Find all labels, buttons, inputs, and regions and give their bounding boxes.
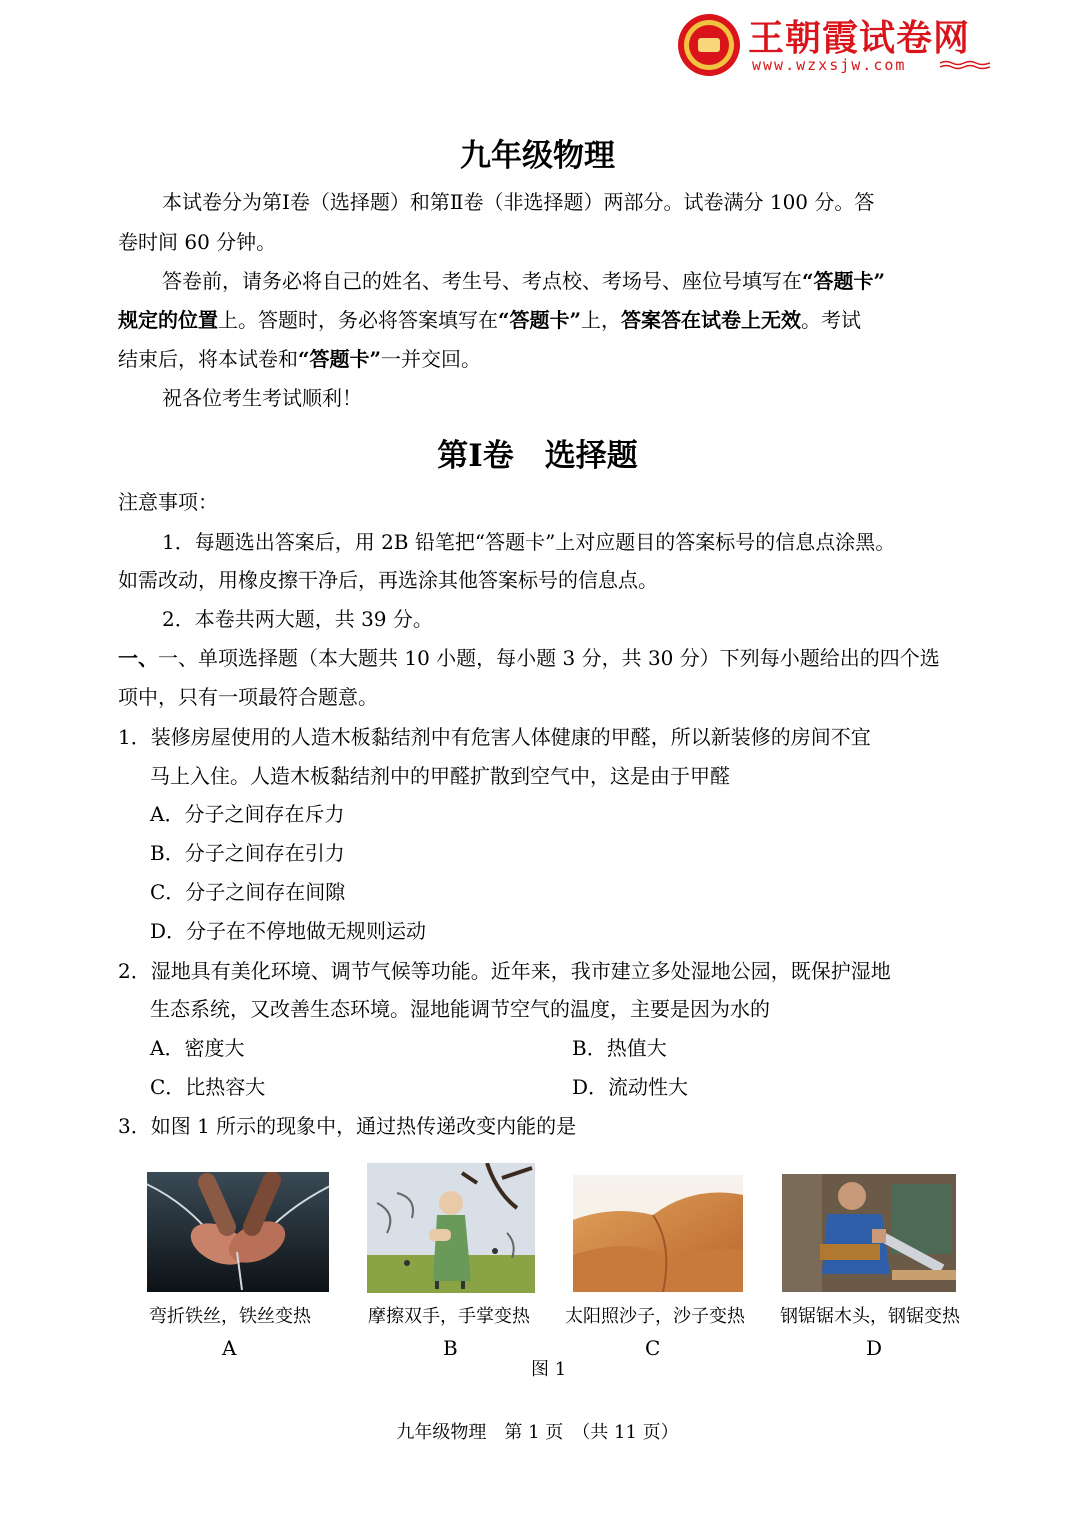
part1-heading-line1 — [118, 645, 940, 671]
intro-text: 答卷前，请务必将自己的姓名、考生号、考点校、考场号、座位号填写在 — [162, 269, 802, 293]
intro-bold: 答案答在试卷上无效 — [621, 308, 802, 332]
q1-stem-line1: 1．装修房屋使用的人造木板黏结剂中有危害人体健康的甲醛，所以新装修的房间不宜 — [118, 725, 871, 749]
figure-c-letter: C — [645, 1336, 661, 1360]
q2-option-b: B．热值大 — [572, 1036, 667, 1060]
intro-text: 上， — [581, 308, 622, 332]
page-title: 九年级物理 — [460, 138, 615, 174]
page-footer: 九年级物理 第 1 页 （共 11 页） — [396, 1422, 679, 1443]
part1-number: 一、 — [118, 646, 158, 670]
note-2: 2．本卷共两大题，共 39 分。 — [162, 607, 433, 631]
q2-option-d: D．流动性大 — [572, 1075, 689, 1099]
desert-sand-photo — [573, 1175, 743, 1292]
part1-heading-line2: 项中，只有一项最符合题意。 — [118, 685, 378, 709]
intro-p1-line1: 本试卷分为第Ⅰ卷（选择题）和第Ⅱ卷（非选择题）两部分。试卷满分 100 分。答 — [162, 190, 875, 214]
intro-p3: 祝各位考生考试顺利！ — [162, 386, 362, 410]
notes-heading: 注意事项： — [118, 490, 218, 514]
q1-option-d: D．分子在不停地做无规则运动 — [150, 919, 427, 943]
q3-stem: 3．如图 1 所示的现象中，通过热传递改变内能的是 — [118, 1114, 577, 1138]
logo-brand-text: 王朝霞试卷网 — [748, 18, 971, 59]
figure-a-letter: A — [222, 1336, 237, 1360]
q2-stem-line1: 2．湿地具有美化环境、调节气候等功能。近年来，我市建立多处湿地公园，既保护湿地 — [118, 959, 891, 983]
q1-stem-line2: 马上入住。人造木板黏结剂中的甲醛扩散到空气中，这是由于甲醛 — [150, 764, 730, 788]
figure-d-caption: 钢锯锯木头，钢锯变热 — [780, 1306, 960, 1327]
bending-wire-photo — [147, 1172, 329, 1292]
intro-p2-line2 — [118, 307, 861, 333]
intro-p1-line2: 卷时间 60 分钟。 — [118, 230, 277, 254]
note-1-line2: 如需改动，用橡皮擦干净后，再选涂其他答案标号的信息点。 — [118, 568, 658, 592]
figure-b-caption: 摩擦双手，手掌变热 — [368, 1306, 530, 1327]
part1-text: 一、单项选择题（本大题共 10 小题，每小题 3 分，共 30 分）下列每小题给出的四个选 — [158, 646, 940, 670]
note-1-line1: 1．每题选出答案后，用 2B 铅笔把“答题卡”上对应题目的答案标号的信息点涂黑。 — [162, 530, 896, 554]
figure-caption: 图 1 — [531, 1359, 567, 1380]
q2-option-c: C．比热容大 — [150, 1075, 266, 1099]
section-title: 第Ⅰ卷 选择题 — [437, 438, 638, 474]
intro-text: 。考试 — [801, 308, 862, 332]
q2-stem-line2: 生态系统，又改善生态环境。湿地能调节空气的温度，主要是因为水的 — [150, 997, 770, 1021]
q1-option-b: B．分子之间存在引力 — [150, 841, 345, 865]
intro-text: 上。答题时，务必将答案填写在 — [218, 308, 498, 332]
figure-c-caption: 太阳照沙子，沙子变热 — [565, 1306, 745, 1327]
q1-option-c: C．分子之间存在间隙 — [150, 880, 346, 904]
logo-url: www.wzxsjw.com — [752, 56, 907, 74]
intro-text: 结束后，将本试卷和 — [118, 347, 298, 371]
intro-p2-line1 — [162, 268, 885, 294]
intro-p2-line3 — [118, 346, 481, 372]
site-logo — [678, 12, 990, 76]
q2-option-a: A．密度大 — [150, 1036, 245, 1060]
figure-b-letter: B — [443, 1336, 458, 1360]
figure-a-caption: 弯折铁丝，铁丝变热 — [149, 1306, 311, 1327]
sawing-wood-photo — [782, 1174, 956, 1292]
figure-d-letter: D — [866, 1336, 883, 1360]
intro-bold: “答题卡” — [298, 347, 382, 371]
seal-icon — [678, 14, 740, 76]
wave-icon — [940, 60, 990, 70]
intro-bold: “答题卡” — [802, 269, 886, 293]
rubbing-hands-cartoon — [367, 1163, 535, 1293]
q1-option-a: A．分子之间存在斥力 — [150, 802, 345, 826]
intro-text: 一并交回。 — [381, 347, 482, 371]
intro-bold: “答题卡” — [498, 308, 582, 332]
intro-bold: 规定的位置 — [118, 308, 218, 332]
